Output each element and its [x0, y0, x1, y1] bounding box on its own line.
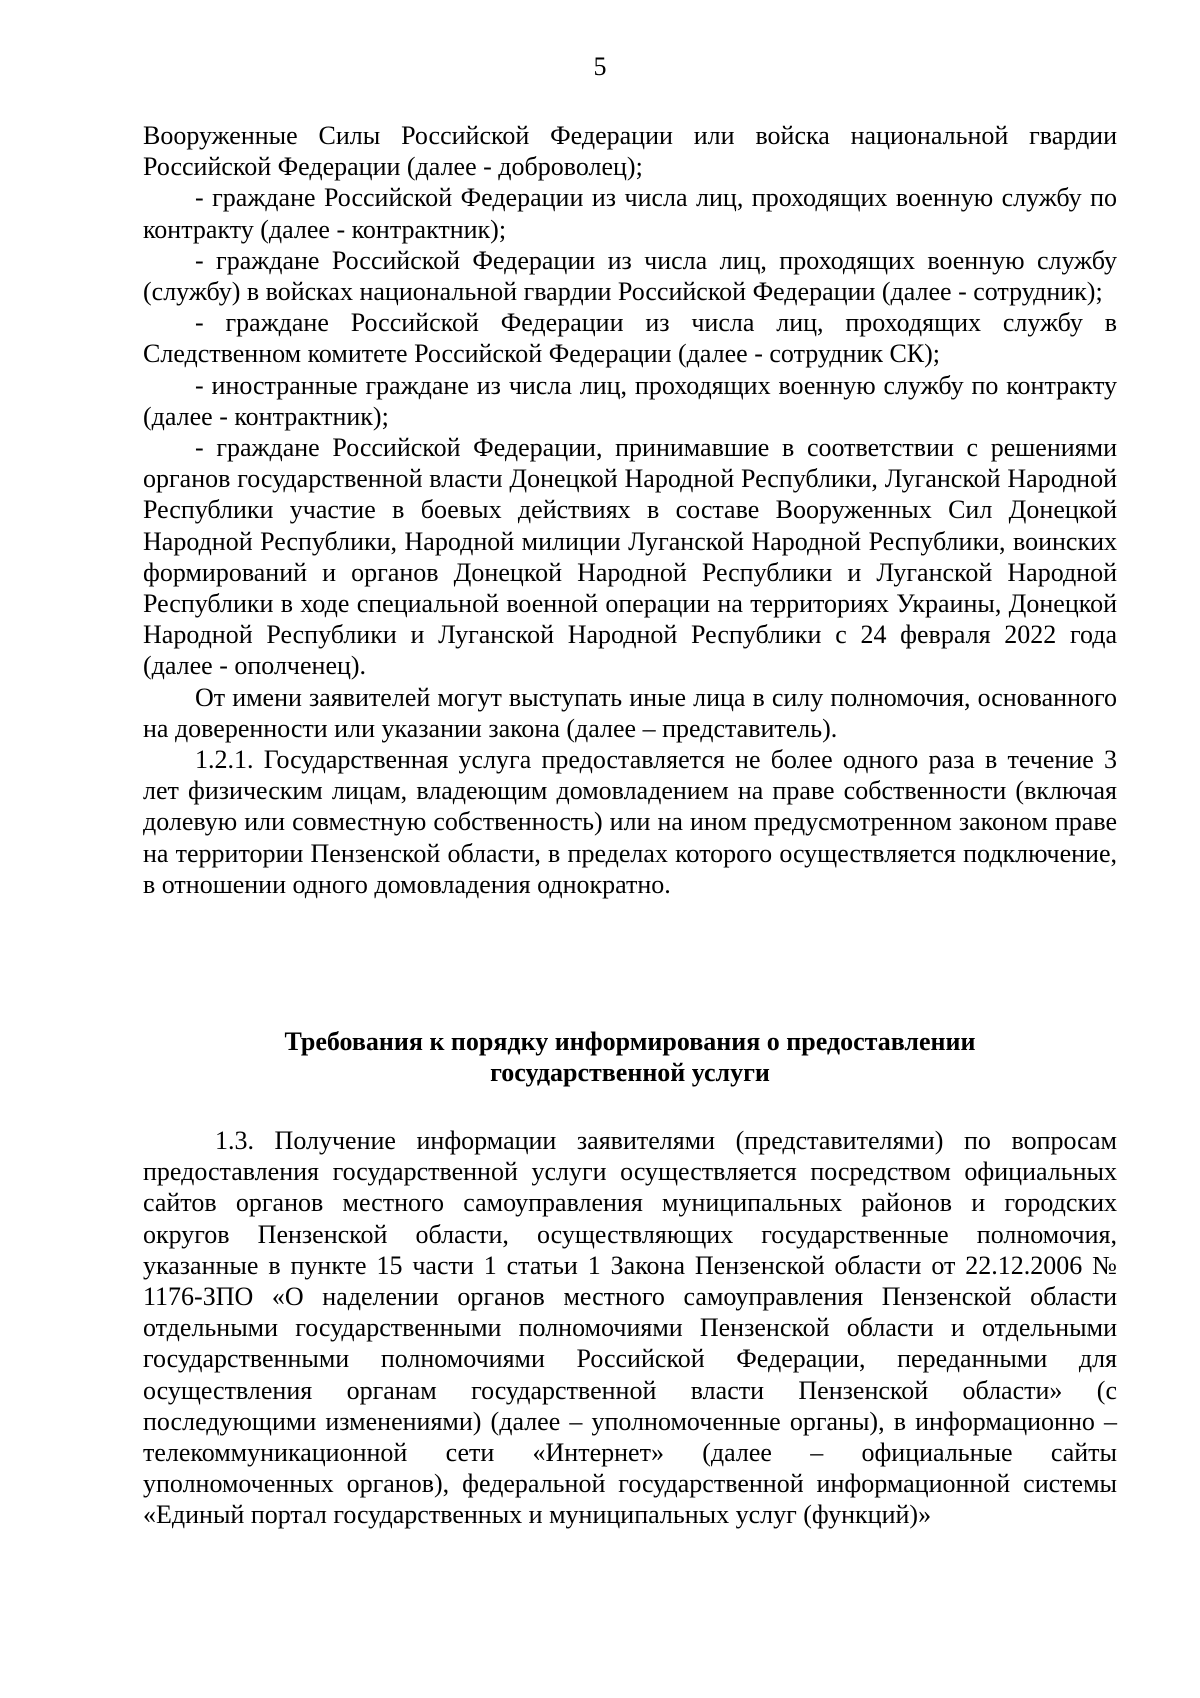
paragraph-foreign-citizens: - иностранные граждане из числа лиц, проходящих военную службу по контракту (далее - контрактник);	[143, 370, 1117, 431]
paragraph-militia: - граждане Российской Федерации, принимавшие в соответствии с решениями органов государственной власти Донецкой Народной Республики, Луганской Народной Республики участие в боевых действиях в составе Вооруженных Сил Донецкой Народной Республики, Народной милиции Луганской Народной Республики, воинских формирований и органов Донецкой Народной Республики и Луганской Народной Республики в ходе специальной военной операции на территориях Украины, Донецкой Народной Республики и Луганской Народной Республики с 24 февраля 2022 года (далее - ополченец).	[143, 433, 1117, 681]
paragraph-investigative-committee: - граждане Российской Федерации из числа лиц, проходящих службу в Следственном комитете Российской Федерации (далее - сотрудник СК);	[143, 308, 1117, 369]
paragraph-volunteer-continued: Вооруженные Силы Российской Федерации или войска национальной гвардии Российской Федерации (далее - доброволец);	[143, 121, 1117, 182]
paragraph-1-3: 1.3. Получение информации заявителями (представителями) по вопросам предоставления государственной услуги осуществляется посредством официальных сайтов органов местного самоуправления муниципальных районов и городских округов Пензенской области, осуществляющих государственные полномочия, указанные в пункте 15 части 1 статьи 1 Закона Пензенской области от 22.12.2006 № 1176-ЗПО «О наделении органов местного самоуправления Пензенской области отдельными государственными полномочиями Пензенской области и отдельными государственными полномочиями Российской Федерации, переданными для осуществления органам государственной власти Пензенской области» (с последующими изменениями) (далее – уполномоченные органы), в информационно – телекоммуникационной сети «Интернет» (далее – официальные сайты уполномоченных органов), федеральной государственной информационной системы «Единый портал государственных и муниципальных услуг (функций)»	[143, 1126, 1117, 1530]
section-heading-line-2: государственной услуги	[490, 1058, 770, 1087]
paragraph-national-guard: - граждане Российской Федерации из числа лиц, проходящих военную службу (службу) в войсках национальной гвардии Российской Федерации (далее - сотрудник);	[143, 245, 1117, 307]
section-heading-line-1: Требования к порядку информирования о предоставлении	[284, 1027, 976, 1056]
document-body-bottom	[143, 1125, 1117, 1531]
paragraph-1-2-1: 1.2.1. Государственная услуга предоставляется не более одного раза в течение 3 лет физическим лицам, владеющим домовладением на праве собственности (включая долевую или совместную собственность) или на ином предусмотренном законом праве на территории Пензенской области, в пределах которого осуществляется подключение, в отношении одного домовладения однократно.	[143, 745, 1117, 899]
paragraph-contract-servicemen: - граждане Российской Федерации из числа лиц, проходящих военную службу по контракту (далее - контрактник);	[143, 183, 1117, 244]
section-heading	[143, 1026, 1117, 1088]
paragraph-representative: От имени заявителей могут выступать иные лица в силу полномочия, основанного на доверенности или указании закона (далее – представитель).	[143, 682, 1117, 743]
document-body-top	[143, 120, 1117, 900]
page-number: 5	[593, 52, 607, 81]
